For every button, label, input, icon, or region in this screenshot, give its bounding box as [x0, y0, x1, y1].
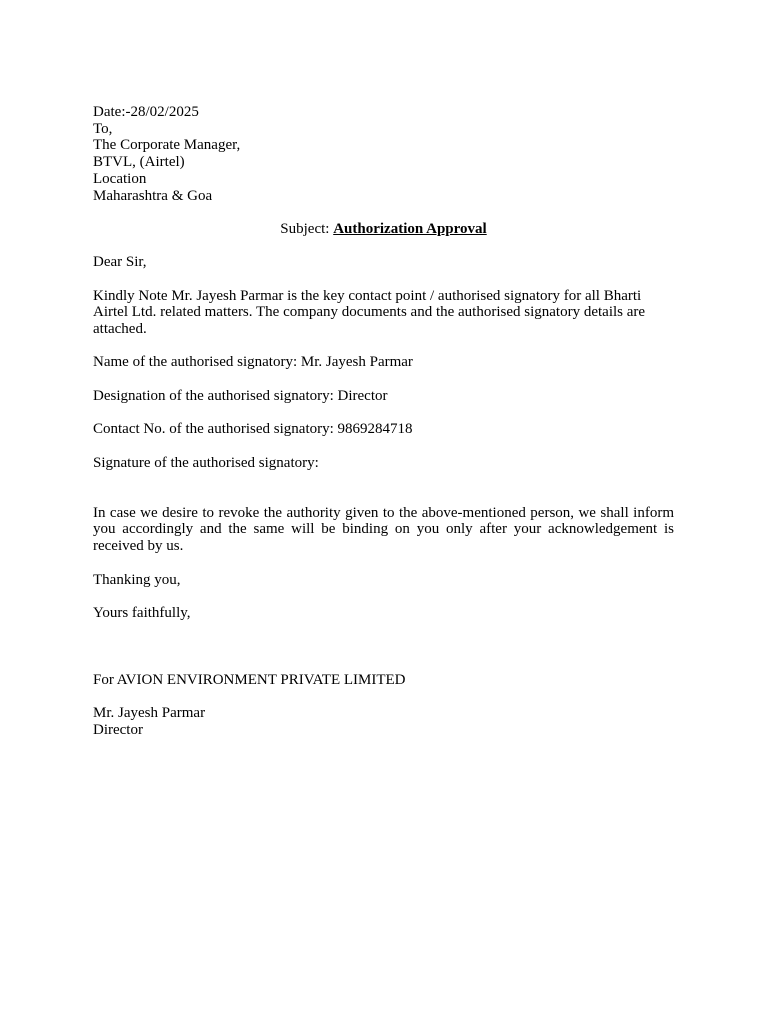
closing-line: Yours faithfully, [93, 604, 191, 621]
body-intro-paragraph: Kindly Note Mr. Jayesh Parmar is the key contact point / authorised signatory for all Bharti Airtel Ltd. related matters. The company documents and the authorised signatory details are attached. [93, 287, 646, 338]
signatory-contact: Contact No. of the authorised signatory: 9869284718 [93, 421, 413, 438]
thanks-line: Thanking you, [93, 571, 181, 588]
address-to: To, [93, 120, 113, 137]
revoke-paragraph: In case we desire to revoke the authority given to the above-mentioned person, we shall inform you accordingly and the same will be binding on you only after your acknowledgement is received by us. [93, 504, 674, 555]
signatory-signature-label: Signature of the authorised signatory: [93, 454, 319, 471]
signatory-name: Name of the authorised signatory: Mr. Jayesh Parmar [93, 354, 413, 371]
sender-title: Director [93, 721, 143, 738]
for-company-line: For AVION ENVIRONMENT PRIVATE LIMITED [93, 671, 406, 688]
address-recipient: The Corporate Manager, [93, 137, 241, 154]
letter-body [93, 104, 674, 739]
address-location: Location [93, 170, 147, 187]
salutation: Dear Sir, [93, 254, 147, 271]
subject-prefix: Subject: [280, 220, 334, 237]
sender-name: Mr. Jayesh Parmar [93, 705, 206, 722]
subject-title: Authorization Approval [333, 220, 487, 237]
signatory-designation: Designation of the authorised signatory: Director [93, 387, 388, 404]
address-company: BTVL, (Airtel) [93, 154, 185, 171]
letter-date: Date:-28/02/2025 [93, 104, 199, 120]
subject-line [93, 221, 674, 238]
address-region: Maharashtra & Goa [93, 187, 213, 204]
